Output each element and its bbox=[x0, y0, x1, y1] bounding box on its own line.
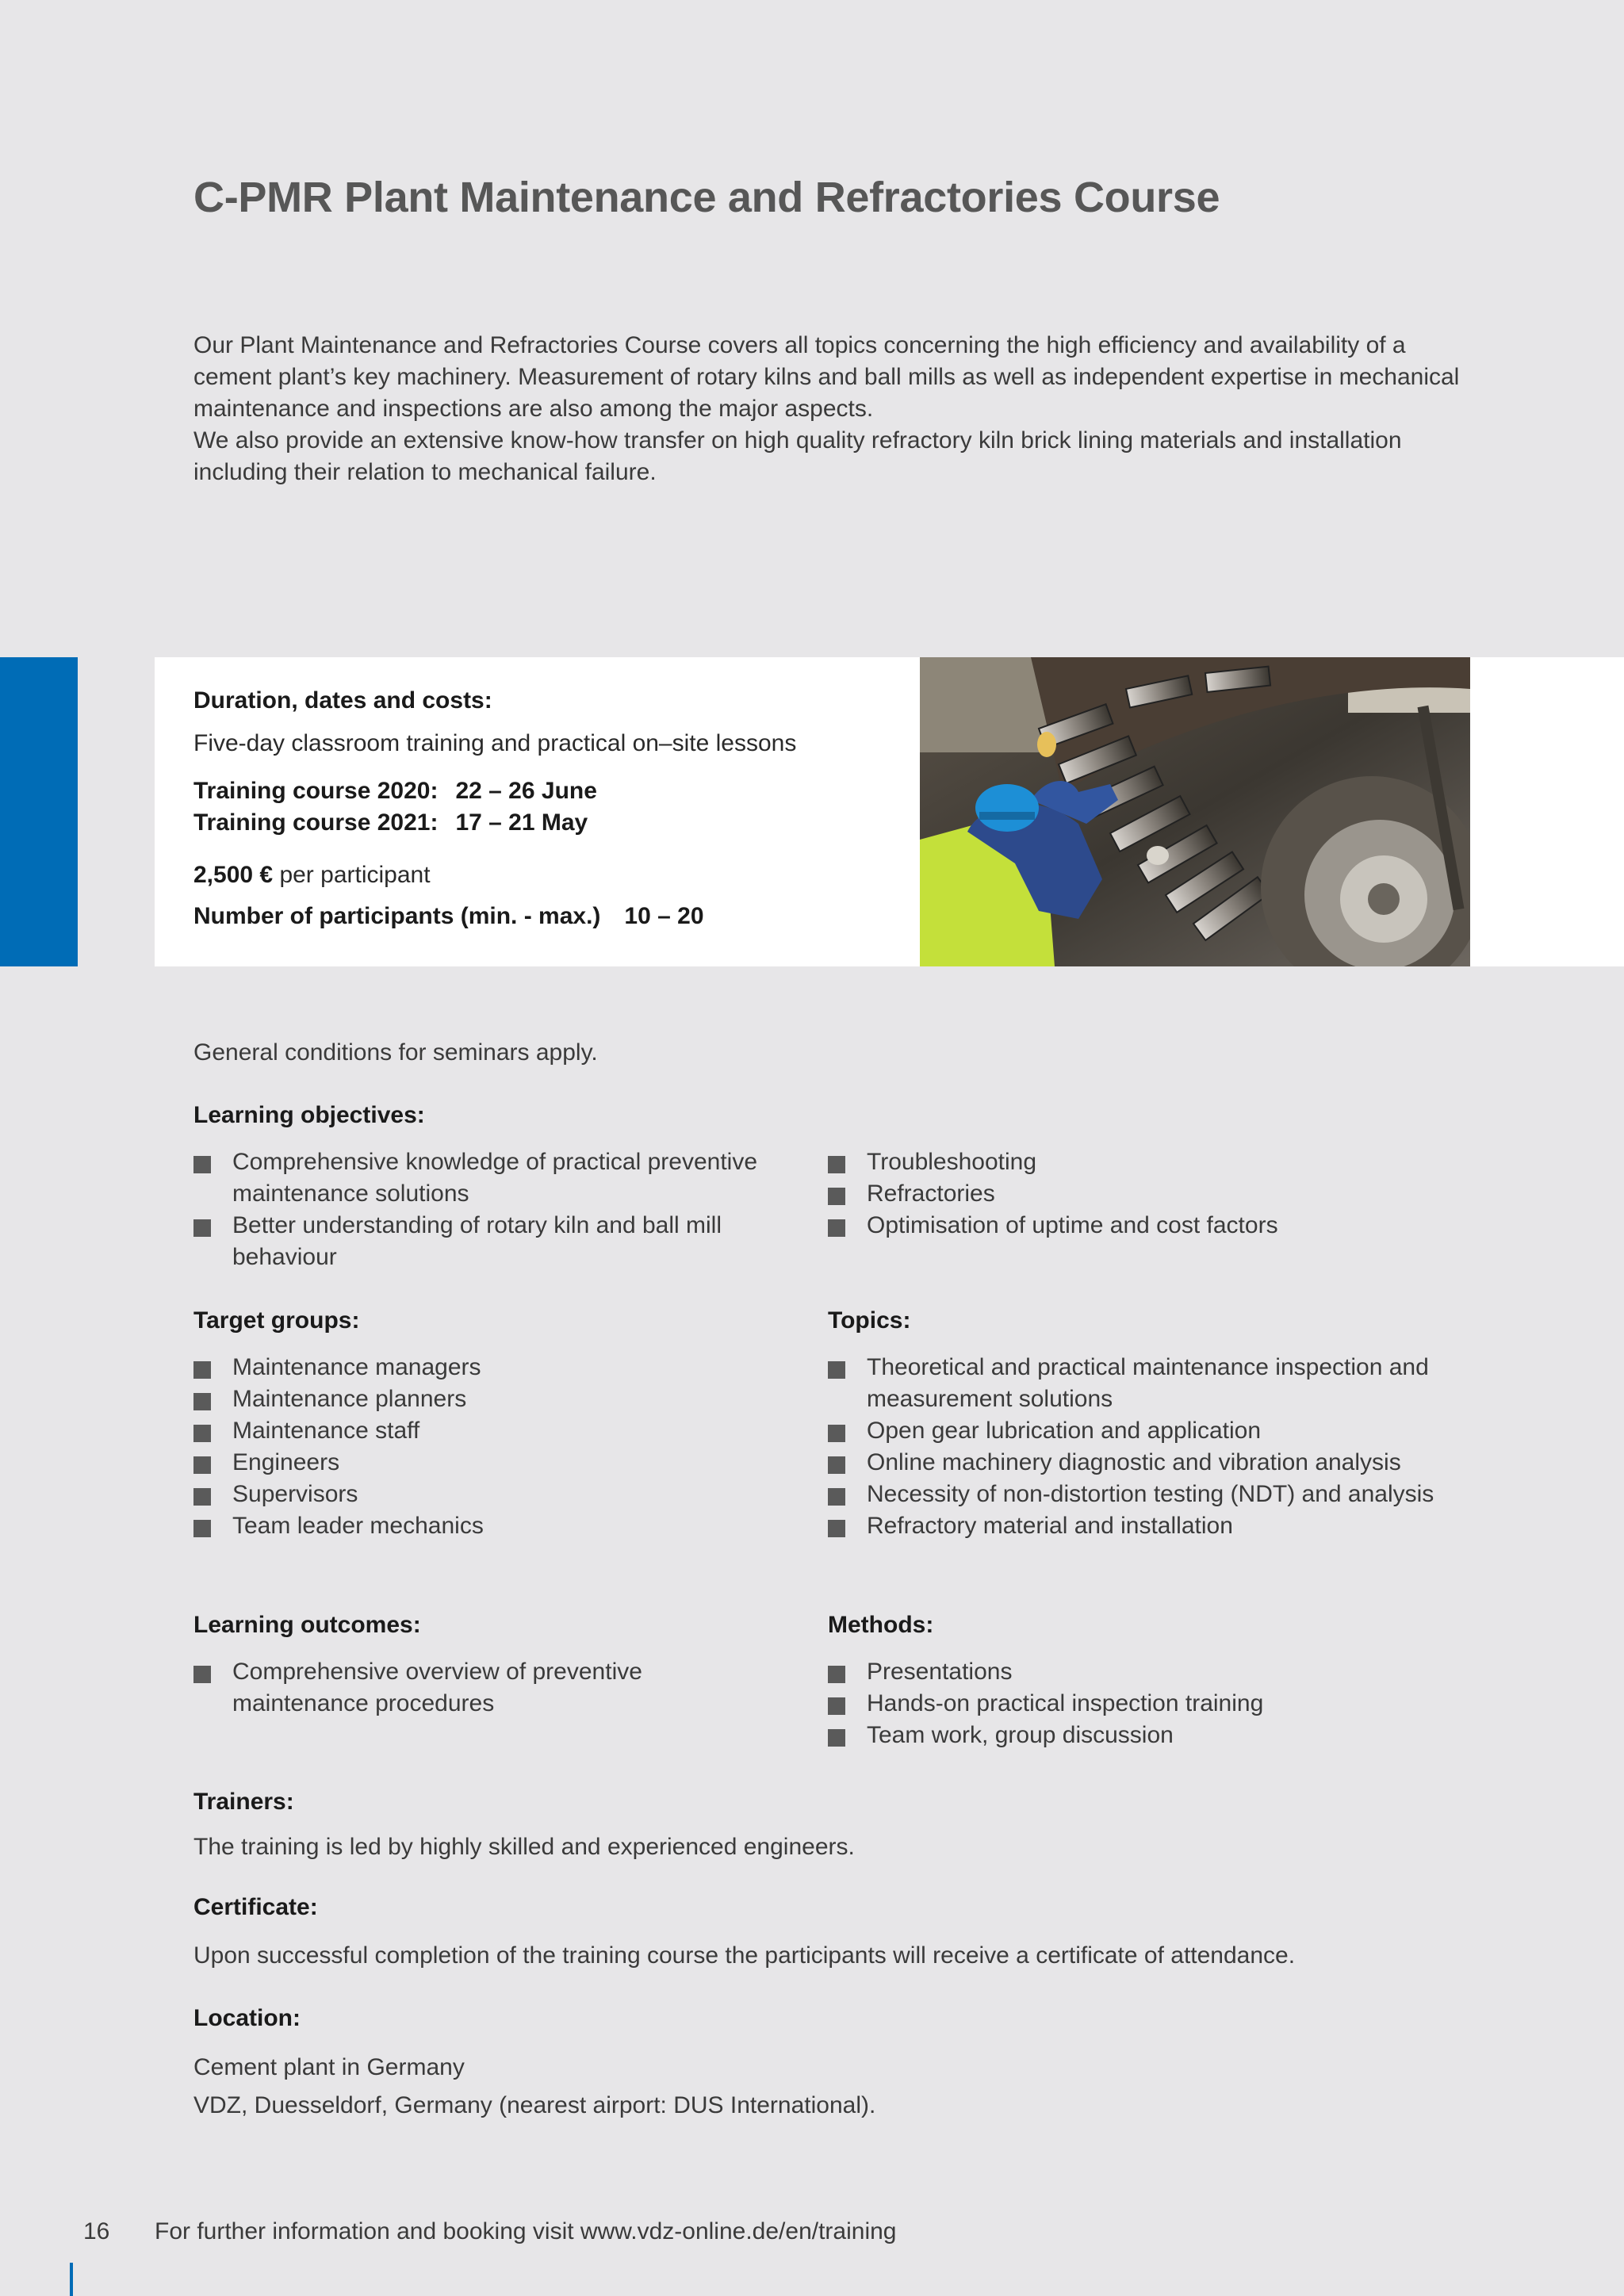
topics-heading: Topics: bbox=[828, 1307, 911, 1334]
intro-paragraph-1: Our Plant Maintenance and Refractories Course covers all topics concerning the high efficiency and availability of a cement plant’s key machinery. Measurement of rotary kilns and ball mills as well as independent expertise in mechanical maintenance and inspections are also among the major aspects. bbox=[193, 332, 1460, 422]
target-groups-list bbox=[193, 1352, 804, 1542]
list-item: Refractory material and installation bbox=[828, 1510, 1446, 1542]
list-item: Refractories bbox=[828, 1178, 1462, 1210]
participants-line bbox=[193, 903, 704, 930]
list-item: Better understanding of rotary kiln and ball mill behaviour bbox=[193, 1210, 804, 1273]
list-item: Maintenance staff bbox=[193, 1415, 804, 1447]
learning-outcomes-list bbox=[193, 1656, 685, 1720]
learning-objectives-list-right bbox=[828, 1146, 1462, 1242]
list-item: Hands-on practical inspection training bbox=[828, 1688, 1446, 1720]
list-item: Open gear lubrication and application bbox=[828, 1415, 1446, 1447]
footer-accent-line bbox=[70, 2263, 73, 2296]
general-conditions: General conditions for seminars apply. bbox=[193, 1039, 598, 1066]
list-item: Theoretical and practical maintenance inspection and measurement solutions bbox=[828, 1352, 1446, 1415]
list-item: Engineers bbox=[193, 1447, 804, 1479]
list-item: Maintenance managers bbox=[193, 1352, 804, 1383]
learning-objectives-list-left bbox=[193, 1146, 804, 1273]
maintenance-photo bbox=[920, 657, 1470, 966]
list-item: Optimisation of uptime and cost factors bbox=[828, 1210, 1462, 1242]
price-suffix: per participant bbox=[279, 862, 431, 888]
list-item: Team work, group discussion bbox=[828, 1720, 1446, 1751]
info-format: Five-day classroom training and practical on–site lessons bbox=[193, 730, 797, 756]
page-number: 16 bbox=[83, 2218, 110, 2244]
info-heading: Duration, dates and costs: bbox=[193, 687, 492, 714]
learning-objectives-heading: Learning objectives: bbox=[193, 1102, 425, 1128]
course-2021 bbox=[193, 809, 588, 836]
list-item: Supervisors bbox=[193, 1479, 804, 1510]
info-band-gap bbox=[78, 657, 155, 966]
trainers-text: The training is led by highly skilled and experienced engineers. bbox=[193, 1834, 855, 1860]
methods-heading: Methods: bbox=[828, 1612, 934, 1638]
course-2020 bbox=[193, 778, 597, 805]
learning-outcomes-heading: Learning outcomes: bbox=[193, 1612, 421, 1638]
participants-value: 10 – 20 bbox=[624, 903, 704, 929]
list-item: Online machinery diagnostic and vibration analysis bbox=[828, 1447, 1446, 1479]
list-item: Necessity of non-distortion testing (NDT) and analysis bbox=[828, 1479, 1446, 1510]
list-item: Comprehensive overview of preventive maintenance procedures bbox=[193, 1656, 685, 1720]
intro-paragraph-2: We also provide an extensive know-how transfer on high quality refractory kiln brick lining materials and installation including their relation to mechanical failure. bbox=[193, 427, 1402, 485]
course-2020-label: Training course 2020: bbox=[193, 778, 439, 804]
trainers-heading: Trainers: bbox=[193, 1789, 294, 1815]
topics-list bbox=[828, 1352, 1446, 1542]
list-item: Presentations bbox=[828, 1656, 1446, 1688]
course-2021-label: Training course 2021: bbox=[193, 809, 439, 836]
accent-bar bbox=[0, 657, 78, 966]
list-item: Troubleshooting bbox=[828, 1146, 1462, 1178]
intro-text bbox=[193, 330, 1462, 488]
page-title: C-PMR Plant Maintenance and Refractories Course bbox=[193, 174, 1220, 221]
price: 2,500 € bbox=[193, 862, 274, 888]
location-line-2: VDZ, Duesseldorf, Germany (nearest airport: DUS International). bbox=[193, 2092, 876, 2118]
course-2020-dates: 22 – 26 June bbox=[455, 778, 597, 804]
footer-booking-text: For further information and booking visit www.vdz-online.de/en/training bbox=[155, 2218, 897, 2244]
list-item: Maintenance planners bbox=[193, 1383, 804, 1415]
certificate-text: Upon successful completion of the training course the participants will receive a certificate of attendance. bbox=[193, 1942, 1296, 1969]
participants-label: Number of participants (min. - max.) bbox=[193, 903, 601, 929]
course-2021-dates: 17 – 21 May bbox=[455, 809, 588, 836]
target-groups-heading: Target groups: bbox=[193, 1307, 360, 1334]
methods-list bbox=[828, 1656, 1446, 1751]
location-line-1: Cement plant in Germany bbox=[193, 2054, 465, 2080]
list-item: Team leader mechanics bbox=[193, 1510, 804, 1542]
certificate-heading: Certificate: bbox=[193, 1894, 318, 1920]
location-heading: Location: bbox=[193, 2005, 301, 2031]
price-line bbox=[193, 862, 431, 889]
list-item: Comprehensive knowledge of practical preventive maintenance solutions bbox=[193, 1146, 804, 1210]
